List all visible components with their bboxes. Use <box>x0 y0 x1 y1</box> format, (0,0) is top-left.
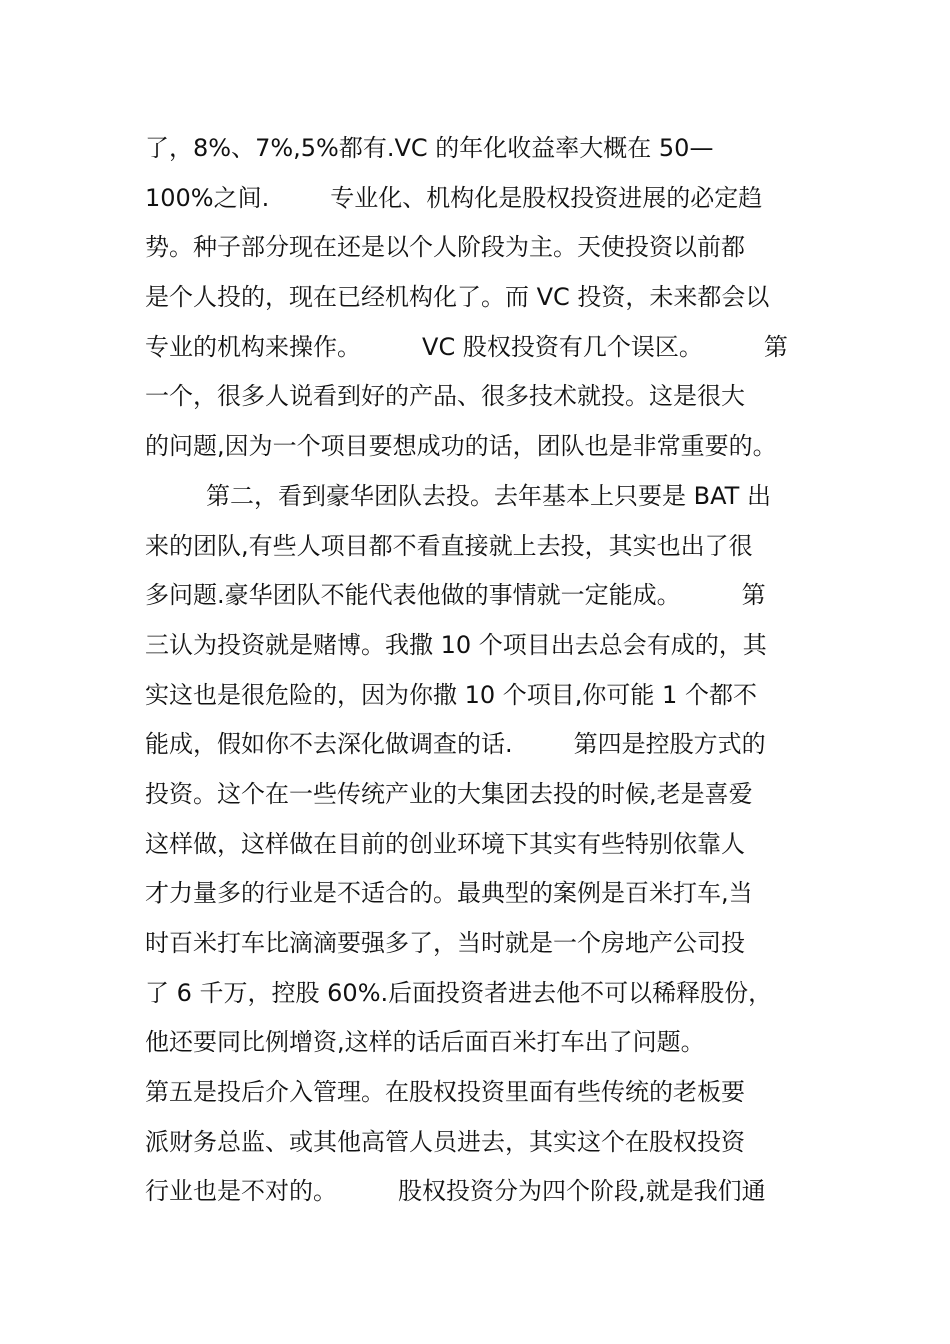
text-line: 三认为投资就是赌博。我撒 10 个项目出去总会有成的，其 <box>145 630 767 659</box>
text-line: 来的团队,有些人项目都不看直接就上去投，其实也出了很 <box>145 531 753 560</box>
text-line: 了，8%、7%,5%都有.VC 的年化收益率大概在 50— <box>145 134 714 162</box>
text-line: 多问题.豪华团队不能代表他做的事情就一定能成。 第 <box>145 581 766 610</box>
text-line: 100%之间. 专业化、机构化是股权投资进展的必定趋 <box>145 183 763 212</box>
text-line: 是个人投的，现在已经机构化了。而 VC 投资，未来都会以 <box>145 283 770 312</box>
text-line: 的问题,因为一个项目要想成功的话，团队也是非常重要的。 <box>145 432 777 461</box>
body-text <box>145 124 825 1217</box>
text-line: 派财务总监、或其他高管人员进去，其实这个在股权投资 <box>145 1127 745 1156</box>
text-line: 一个，很多人说看到好的产品、很多技术就投。这是很大 <box>145 382 745 411</box>
text-line: 实这也是很危险的，因为你撒 10 个项目,你可能 1 个都不 <box>145 680 757 709</box>
text-line: 势。种子部分现在还是以个人阶段为主。天使投资以前都 <box>145 233 745 262</box>
text-line: 第五是投后介入管理。在股权投资里面有些传统的老板要 <box>145 1078 745 1107</box>
text-line: 了 6 千万，控股 60%.后面投资者进去他不可以稀释股份， <box>145 978 773 1007</box>
text-line: 才力量多的行业是不适合的。最典型的案例是百米打车,当 <box>145 879 753 908</box>
text-line: 时百米打车比滴滴要强多了，当时就是一个房地产公司投 <box>145 929 745 957</box>
text-line: 行业也是不对的。 股权投资分为四个阶段,就是我们通 <box>145 1177 766 1206</box>
text-line: 第二，看到豪华团队去投。去年基本上只要是 BAT 出 <box>145 481 771 510</box>
text-line: 他还要同比例增资,这样的话后面百米打车出了问题。 <box>145 1028 705 1057</box>
text-line: 投资。这个在一些传统产业的大集团去投的时候,老是喜爱 <box>145 779 753 808</box>
text-line: 这样做，这样做在目前的创业环境下其实有些特别依靠人 <box>145 829 745 858</box>
text-line: 能成，假如你不去深化做调查的话. 第四是控股方式的 <box>145 730 766 759</box>
text-line: 专业的机构来操作。 VC 股权投资有几个误区。 第 <box>145 332 788 361</box>
